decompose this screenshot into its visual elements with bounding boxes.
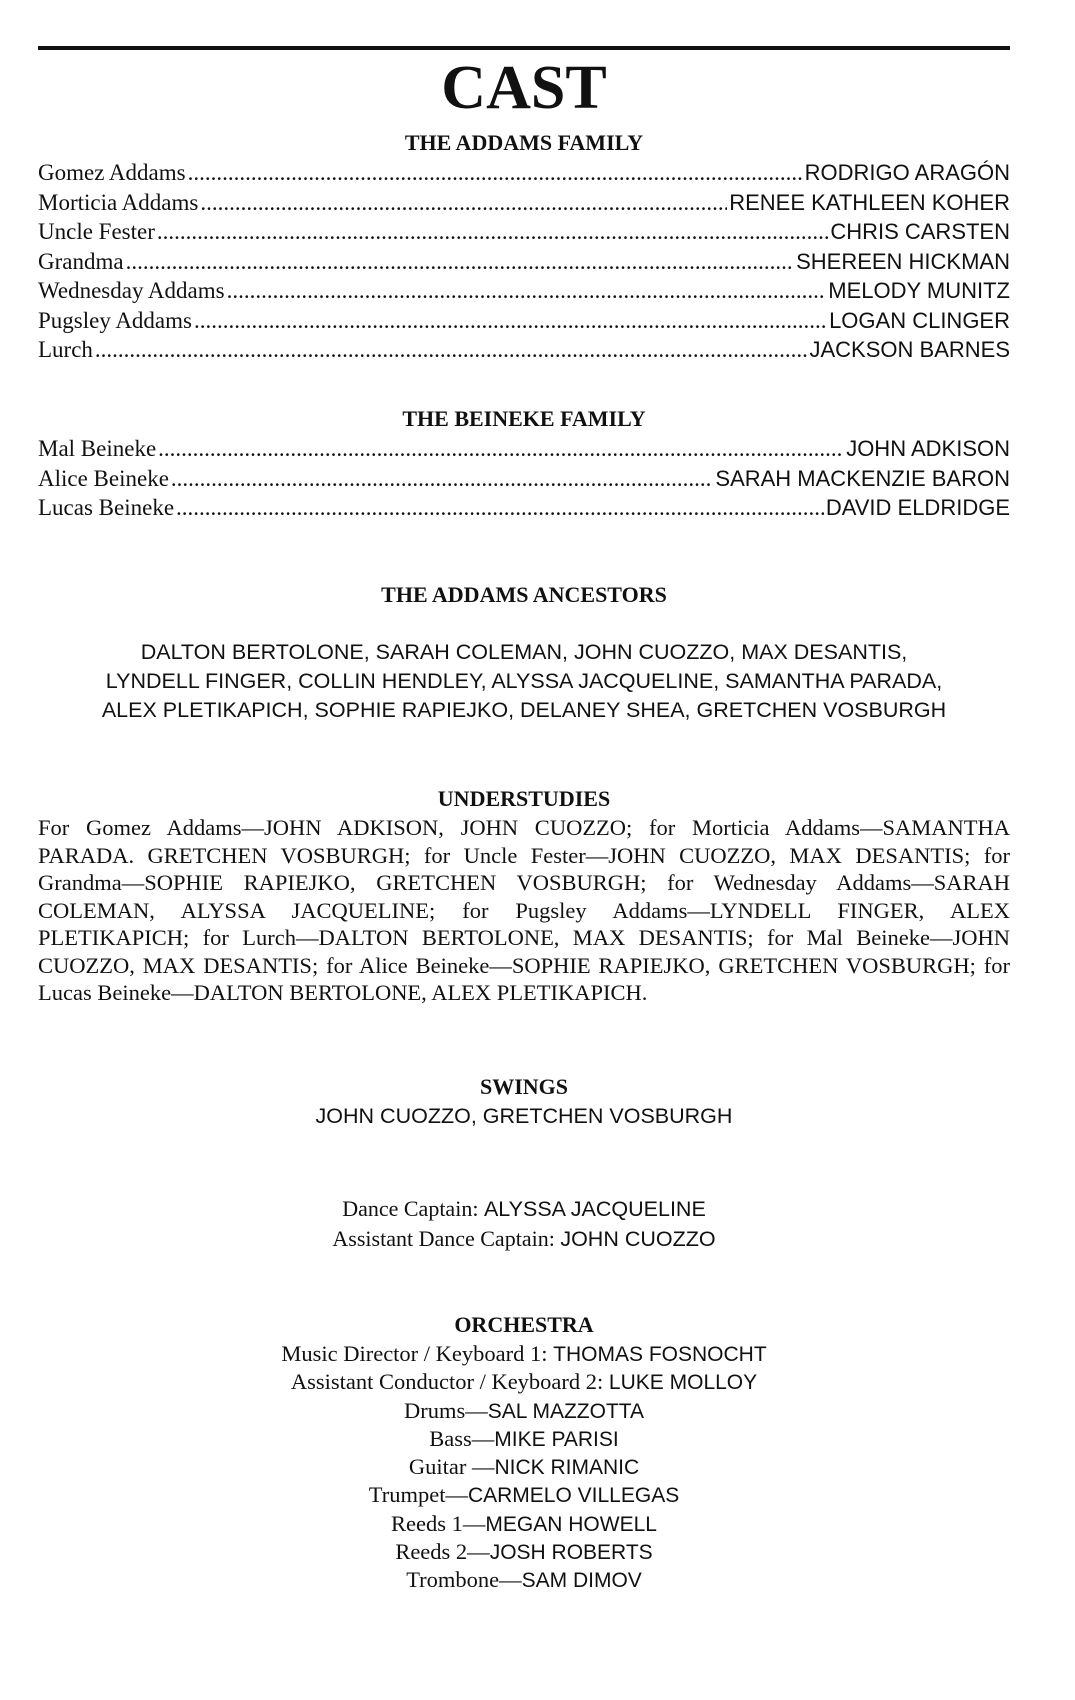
musician-name: LUKE MOLLOY [608, 1371, 758, 1395]
dot-leader [176, 493, 824, 523]
musician-name: SAM DIMOV [521, 1569, 642, 1593]
dot-leader [158, 434, 844, 464]
role-name: Uncle Fester [38, 219, 155, 244]
section-heading: UNDERSTUDIES [437, 786, 611, 811]
swings-names: JOHN CUOZZO, GRETCHEN VOSBURGH [315, 1104, 733, 1128]
instrument-label: Trombone— [406, 1567, 522, 1593]
role-name: Lurch [38, 337, 93, 362]
instrument-label: Guitar — [408, 1454, 495, 1480]
musician-name: MEGAN HOWELL [485, 1512, 657, 1536]
orchestra-member [38, 1453, 1010, 1481]
orchestra-section [38, 1310, 1010, 1595]
actor-name: JACKSON BARNES [809, 337, 1010, 362]
swings-section [38, 1072, 1010, 1131]
role-row [38, 247, 1010, 277]
role-name: Gomez Addams [38, 160, 186, 185]
role-row [38, 464, 1010, 494]
instrument-label: Music Director / Keyboard 1: [281, 1341, 554, 1366]
names-line: LYNDELL FINGER, COLLIN HENDLEY, ALYSSA JACQUELINE, SAMANTHA PARADA, [105, 669, 943, 693]
instrument-label: Reeds 2— [395, 1539, 490, 1565]
actor-name: RODRIGO ARAGÓN [804, 160, 1010, 185]
actor-name: SARAH MACKENZIE BARON [715, 465, 1010, 491]
orchestra-member [38, 1566, 1010, 1594]
actor-name: LOGAN CLINGER [829, 307, 1010, 333]
actor-name: DAVID ELDRIDGE [825, 495, 1010, 520]
musician-name: JOSH ROBERTS [489, 1541, 653, 1565]
role-name: Alice Beineke [38, 465, 169, 491]
dot-leader [188, 158, 803, 188]
understudies-text: For Gomez Addams—JOHN ADKISON, JOHN CUOZZO; for Morticia Addams—SAMANTHA PARADA. GRETCHEN VOSBURGH; for Uncle Fester—JOHN CUOZZO, MAX DESANTIS; for Grandma—SOPHIE RAPIEJKO, GRETCHEN VOSBURGH; for Wednesday Addams—SARAH COLEMAN, ALYSSA JACQUELINE; for Pugsley Addams—LYNDELL FINGER, ALEX PLETIKAPICH; for Lurch—DALTON BERTOLONE, MAX DESANTIS; for Mal Beineke—JOHN CUOZZO, MAX DESANTIS; for Alice Beineke—SOPHIE RAPIEJKO, GRETCHEN VOSBURGH; for Lucas Beineke—DALTON BERTOLONE, ALEX PLETIKAPICH. [38, 815, 1010, 1005]
musician-name: NICK RIMANIC [494, 1456, 640, 1480]
role-row [38, 217, 1010, 247]
musician-name: SAL MAZZOTTA [487, 1399, 645, 1423]
section-heading: SWINGS [479, 1074, 569, 1099]
role-row [38, 158, 1010, 188]
names-line: ALEX PLETIKAPICH, SOPHIE RAPIEJKO, DELANEY SHEA, GRETCHEN VOSBURGH [101, 698, 947, 722]
role-row [38, 188, 1010, 218]
actor-name: MELODY MUNITZ [828, 278, 1010, 303]
actor-name: RENEE KATHLEEN KOHER [729, 189, 1010, 215]
orchestra-member [38, 1368, 1010, 1396]
captain-label: Assistant Dance Captain: [332, 1226, 555, 1251]
orchestra-member [38, 1340, 1010, 1368]
dance-captain [38, 1194, 1010, 1224]
instrument-label: Drums— [403, 1397, 488, 1423]
addams-family-section [38, 128, 1010, 365]
orchestra-member [38, 1481, 1010, 1509]
musician-name: CARMELO VILLEGAS [467, 1484, 680, 1508]
dot-leader [200, 188, 727, 218]
orchestra-member [38, 1397, 1010, 1425]
ancestors-section [38, 580, 1010, 725]
role-name: Wednesday Addams [38, 278, 225, 303]
dot-leader [194, 306, 827, 336]
dot-leader [126, 247, 795, 277]
section-heading: THE ADDAMS ANCESTORS [381, 582, 667, 607]
role-name: Grandma [38, 248, 124, 274]
assistant-dance-captain [38, 1224, 1010, 1254]
role-row [38, 306, 1010, 336]
understudies-section [38, 784, 1010, 1007]
role-name: Mal Beineke [38, 436, 157, 461]
orchestra-member [38, 1538, 1010, 1566]
actor-name: CHRIS CARSTEN [830, 219, 1010, 244]
actor-name: JOHN ADKISON [846, 436, 1010, 461]
program-page [38, 0, 1010, 1700]
captain-label: Dance Captain: [342, 1196, 479, 1221]
section-heading: ORCHESTRA [454, 1312, 594, 1337]
instrument-label: Trumpet— [368, 1482, 468, 1508]
instrument-label: Assistant Conductor / Keyboard 2: [290, 1369, 609, 1395]
beineke-family-section [38, 404, 1010, 523]
role-list [38, 158, 1010, 365]
role-row [38, 493, 1010, 523]
captains-section [38, 1194, 1010, 1254]
instrument-label: Reeds 1— [391, 1510, 486, 1536]
page-title: CAST [441, 54, 607, 122]
role-row [38, 276, 1010, 306]
orchestra-member [38, 1425, 1010, 1453]
role-name: Lucas Beineke [38, 495, 175, 520]
captain-name: ALYSSA JACQUELINE [483, 1197, 706, 1221]
names-line: DALTON BERTOLONE, SARAH COLEMAN, JOHN CUOZZO, MAX DESANTIS, [140, 640, 908, 664]
role-row [38, 434, 1010, 464]
dot-leader [157, 217, 828, 247]
dot-leader [227, 276, 827, 306]
captain-name: JOHN CUOZZO [560, 1227, 716, 1251]
role-name: Pugsley Addams [38, 307, 192, 333]
ancestors-names [38, 638, 1010, 725]
section-heading: THE ADDAMS FAMILY [404, 130, 644, 155]
role-name: Morticia Addams [38, 189, 199, 215]
musician-name: THOMAS FOSNOCHT [553, 1343, 767, 1366]
musician-name: MIKE PARISI [494, 1427, 619, 1451]
instrument-label: Bass— [429, 1425, 495, 1451]
role-list [38, 434, 1010, 523]
actor-name: SHEREEN HICKMAN [796, 248, 1010, 274]
dot-leader [95, 335, 808, 365]
dot-leader [171, 464, 713, 494]
orchestra-member [38, 1510, 1010, 1538]
role-row [38, 335, 1010, 365]
section-heading: THE BEINEKE FAMILY [402, 406, 646, 431]
